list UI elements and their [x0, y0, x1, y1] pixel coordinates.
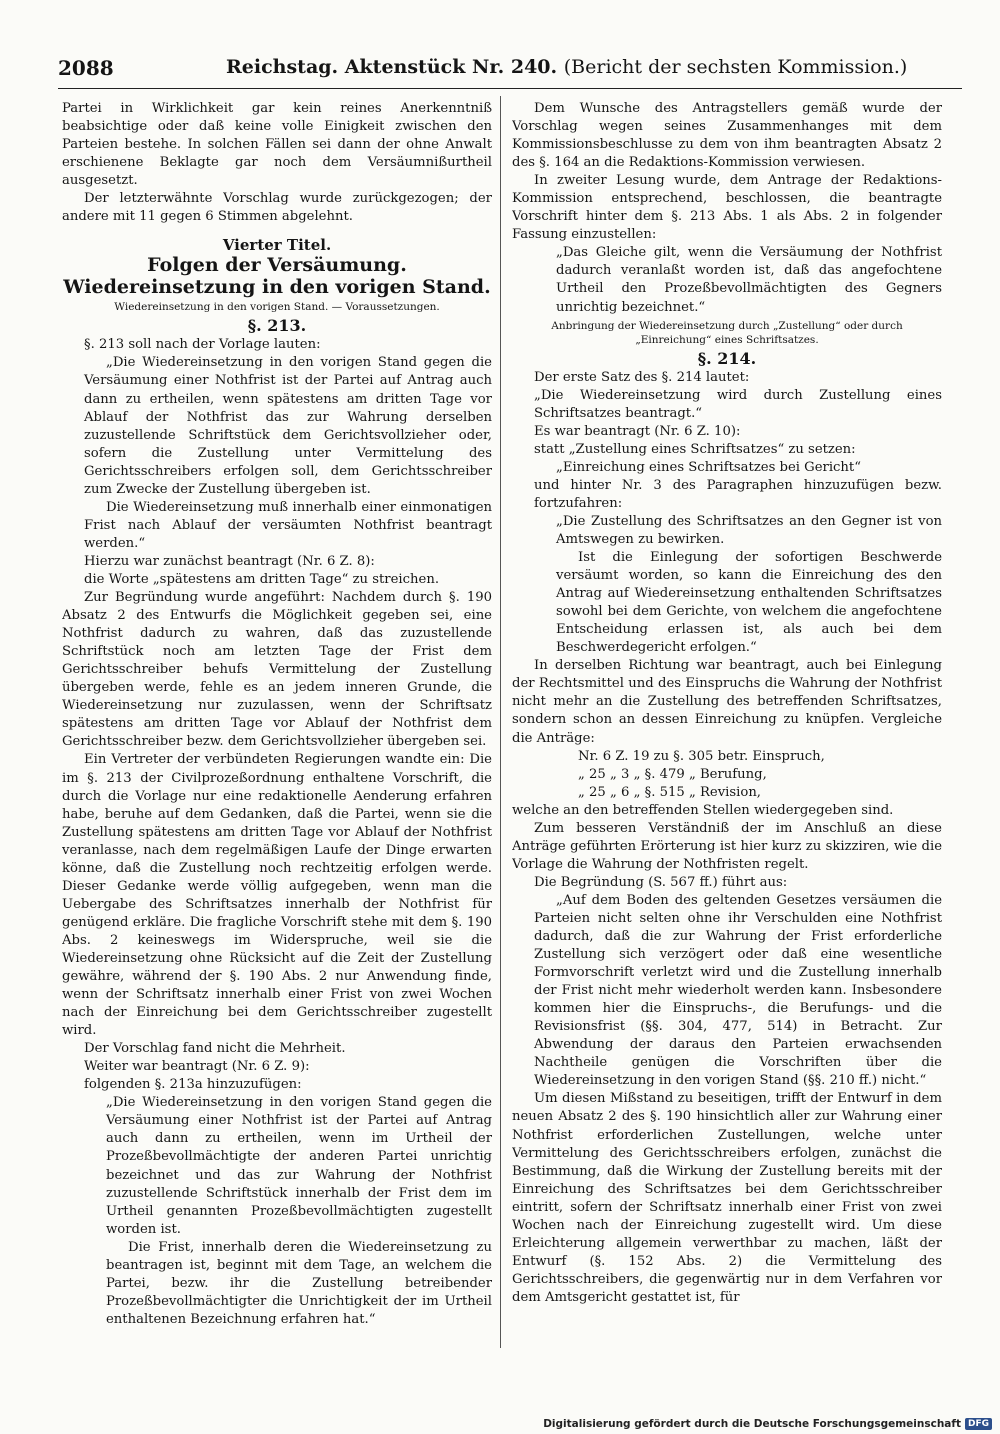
paragraph: Es war beantragt (Nr. 6 Z. 10):	[534, 423, 741, 439]
paragraph: Weiter war beantragt (Nr. 6 Z. 9):	[84, 1059, 310, 1075]
paragraph: Um diesen Mißstand zu beseitigen, trifft der Entwurf in dem neuen Absatz 2 des §. 190 hinsichtlich aller zur Wahrung einer Nothfrist erforderlichen Zustellungen, welche unter Vermittelung des Gerichtsschreibers erfolgen, zunächst die Bestimmung, daß die Wirkung der Zustellung bereits mit der Einreichung des Schriftsatzes bei dem Gerichtsschreiber eintritt, sofern der Schriftsatz innerhalb einer Frist von zwei Wochen nach der Einreichung zugestellt wird. Um diese Erleichterung allgemein verwerthbar zu machen, läßt der Entwurf (§. 152 Abs. 2) die Vermittelung des Gerichtsschreibers, die gegenwärtig nur in dem Verfahren vor dem Amtsgericht gestattet ist, für	[512, 1091, 942, 1305]
footer-text: Digitalisierung gefördert durch die Deutsche Forschungsgemeinschaft	[543, 1418, 961, 1430]
left-column	[62, 100, 492, 1345]
paragraph: In zweiter Lesung wurde, dem Antrage der Redaktions-Kommission entsprechend, beschlossen, die beantragte Vorschrift hinter dem §. 213 Abs. 1 als Abs. 2 in folgender Fassung einzustellen:	[512, 173, 942, 243]
paragraph: In derselben Richtung war beantragt, auch bei Einlegung der Rechtsmittel und des Einspruchs die Wahrung der Nothfrist nicht mehr an die Zustellung des betreffenden Schriftsatzes, sondern schon an dessen Einreichung zu knüpfen. Vergleiche die Anträge:	[512, 658, 942, 746]
paragraph: und hinter Nr. 3 des Paragraphen hinzuzufügen bezw. fortzufahren:	[534, 477, 942, 511]
list-item: Nr. 6 Z. 19 zu §. 305 betr. Einspruch,	[578, 748, 825, 764]
paragraph: welche an den betreffenden Stellen wiedergegeben sind.	[512, 802, 894, 818]
paragraph: Der letzterwähnte Vorschlag wurde zurückgezogen; der andere mit 11 gegen 6 Stimmen abgelehnt.	[62, 191, 492, 225]
paragraph: Die Begründung (S. 567 ff.) führt aus:	[534, 874, 788, 890]
paragraph-number: §. 214.	[697, 348, 757, 368]
running-title-main: Reichstag. Aktenstück Nr. 240.	[226, 56, 558, 78]
quotation: „Das Gleiche gilt, wenn die Versäumung der Nothfrist dadurch veranlaßt worden ist, daß das angefochtene Urtheil den Prozeßbevollmächtigten des Gegners unrichtig bezeichnet.“	[556, 245, 942, 315]
paragraph: statt „Zustellung eines Schriftsatzes“ zu setzen:	[534, 441, 856, 457]
paragraph: Ein Vertreter der verbündeten Regierungen wandte ein: Die im §. 213 der Civilprozeßordnung enthaltene Vorschrift, die durch die Vorlage nur eine redaktionelle Aenderung erfahren habe, beruhe auf dem Gedanken, daß die Partei, wenn sie die Zustellung spätestens am dritten Tage vor Ablauf der Nothfrist veranlasse, nach dem regelmäßigen Laufe der Dinge erwarten könne, daß die Zustellung noch rechtzeitig erfolgen werde. Dieser Gedanke werde völlig aufgegeben, wenn man die Uebergabe des Schriftsatzes innerhalb der Nothfrist für genügend erkläre. Die fragliche Vorschrift stehe mit dem §. 190 Abs. 2 keineswegs im Widerspruche, weil sie die Wiedereinsetzung ohne Rücksicht auf die Zeit der Zustellung gewähre, während der §. 190 Abs. 2 nur Anwendung finde, wenn der Schriftsatz innerhalb einer Frist von zwei Wochen nach der Einreichung bei dem Gerichtsschreiber zugestellt wird.	[62, 752, 492, 1039]
paragraph: die Worte „spätestens am dritten Tage“ zu streichen.	[84, 571, 440, 587]
right-column	[512, 100, 942, 1345]
column-divider	[500, 96, 501, 1348]
paragraph: Zur Begründung wurde angeführt: Nachdem durch §. 190 Absatz 2 des Entwurfs die Möglichkeit gegeben sei, eine Nothfrist dadurch zu wahren, daß das zuzustellende Schriftstück noch am letzten Tage der Frist dem Gerichtsschreiber behufs Vermittelung der Zustellung übergeben werde, fehle es an jedem inneren Grunde, die Wiedereinsetzung nur zuzulassen, wenn der Schriftsatz spätestens am dritten Tage vor Ablauf der Nothfrist dem Gerichtsschreiber bezw. dem Gerichtsvollzieher übergeben sei.	[62, 590, 492, 750]
paragraph: Der Vorschlag fand nicht die Mehrheit.	[84, 1041, 346, 1057]
dfg-logo: DFG	[965, 1418, 992, 1430]
footer-credit	[543, 1418, 992, 1430]
section-subtitle: Folgen der Versäumung. Wiedereinsetzung in den vorigen Stand.	[63, 254, 491, 299]
paragraph: §. 213 soll nach der Vorlage lauten:	[84, 337, 321, 353]
paragraph: Hierzu war zunächst beantragt (Nr. 6 Z. 8):	[84, 553, 375, 569]
paragraph: folgenden §. 213a hinzuzufügen:	[84, 1077, 302, 1093]
quotation: Ist die Einlegung der sofortigen Beschwerde versäumt worden, so kann die Einreichung des den Antrag auf Wiedereinsetzung enthaltenden Schriftsatzes sowohl bei dem Gerichte, von welchem die angefochtene Entscheidung erlassen ist, als auch bei dem Beschwerdegericht erfolgen.“	[556, 550, 942, 656]
quotation: „Auf dem Boden des geltenden Gesetzes versäumen die Parteien nicht selten ohne ihr Verschulden eine Nothfrist dadurch, daß die zur Wahrung der Frist erforderliche Zustellung sich verzögert oder daß eine wesentliche Formvorschrift verletzt wird und die Zustellung innerhalb der Frist nicht mehr wiederholt werden kann. Insbesondere kommen hier die Einspruchs-, die Berufungs- und die Revisionsfrist (§§. 304, 477, 514) in Betracht. Zur Abwendung der daraus den Parteien erwachsenden Nachtheile genügen die Vorschriften über die Wiedereinsetzung in den vorigen Stand (§§. 210 ff.) nicht.“	[534, 892, 942, 1089]
paragraph-number: §. 213.	[247, 316, 307, 336]
page-header	[58, 56, 962, 89]
quotation: „Einreichung eines Schriftsatzes bei Gericht“	[556, 459, 861, 475]
quotation: Die Wiedereinsetzung muß innerhalb einer einmonatigen Frist nach Ablauf der versäumten Nothfrist beantragt werden.“	[84, 499, 492, 551]
quotation: Die Frist, innerhalb deren die Wiedereinsetzung zu beantragen ist, beginnt mit dem Tage, an welchem die Partei, bezw. ihr die Zustellung betreibender Prozeßbevollmächtigter die Unrichtigkeit der im Urtheil enthaltenen Bezeichnung erfahren hat.“	[106, 1239, 492, 1327]
quotation: „Die Zustellung des Schriftsatzes an den Gegner ist von Amtswegen zu bewirken.	[556, 513, 942, 547]
running-title	[226, 56, 962, 78]
paragraph: Der erste Satz des §. 214 lautet:	[534, 369, 750, 385]
paragraph: Zum besseren Verständniß der im Anschluß an diese Anträge geführten Erörterung ist hier kurz zu skizziren, wie die Vorlage die Wahrung der Nothfristen regelt.	[512, 820, 942, 872]
list-item: „ 25 „ 3 „ §. 479 „ Berufung,	[578, 766, 767, 782]
marginal-heading: Anbringung der Wiedereinsetzung durch „Zustellung“ oder durch „Einreichung“ eines Schriftsatzes.	[551, 319, 903, 346]
page-number: 2088	[58, 56, 114, 80]
quotation: „Die Wiedereinsetzung wird durch Zustellung eines Schriftsatzes beantragt.“	[534, 387, 942, 421]
running-title-sub: (Bericht der sechsten Kommission.)	[563, 56, 908, 78]
section-title: Vierter Titel.	[222, 236, 332, 255]
paragraph: Partei in Wirklichkeit gar kein reines Anerkenntniß beabsichtige oder daß keine volle Einigkeit zwischen den Parteien bestehe. In solchen Fällen sei dann der ohne Anwalt erschienene Beklagte gar noch dem Versäumnißurtheil ausgesetzt.	[62, 101, 492, 189]
list-item: „ 25 „ 6 „ §. 515 „ Revision,	[578, 784, 762, 800]
paragraph: Dem Wunsche des Antragstellers gemäß wurde der Vorschlag wegen seines Zusammenhanges mit dem Kommissionsbeschlusse zu dem von ihm beantragten Absatz 2 des §. 164 an die Redaktions-Kommission verwiesen.	[512, 101, 942, 171]
marginal-heading: Wiedereinsetzung in den vorigen Stand. — Voraussetzungen.	[114, 301, 440, 314]
quotation: „Die Wiedereinsetzung in den vorigen Stand gegen die Versäumung einer Nothfrist ist der Partei auf Antrag auch dann zu ertheilen, wenn spätestens am dritten Tage vor Ablauf der Nothfrist das zur Wahrung derselben zuzustellende Schriftstück dem Gerichtsvollzieher oder, sofern die Zustellung unter Vermittelung des Gerichtsschreibers erfolgen soll, dem Gerichtsschreiber zum Zwecke der Zustellung übergeben ist.	[84, 355, 492, 497]
quotation: „Die Wiedereinsetzung in den vorigen Stand gegen die Versäumung einer Nothfrist ist der Partei auf Antrag auch dann zu ertheilen, wenn im Urtheil der Prozeßbevollmächtigte der anderen Partei unrichtig bezeichnet und das zur Wahrung der Nothfrist zuzustellende Schriftstück innerhalb der Frist dem im Urtheil genannten Prozeßbevollmächtigten zugestellt worden ist.	[106, 1095, 492, 1237]
